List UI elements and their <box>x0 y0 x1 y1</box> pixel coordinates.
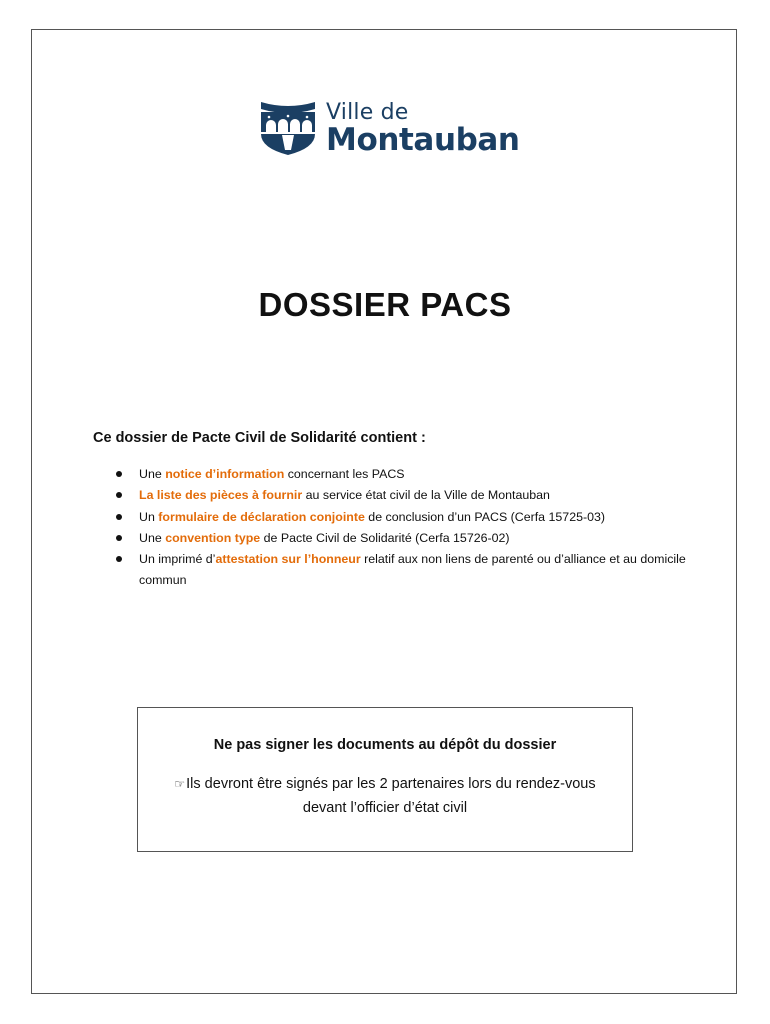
notice-box <box>137 707 633 852</box>
list-item: Une notice d’information concernant les PACS <box>113 464 693 485</box>
notice-text: ☞Ils devront être signés par les 2 partenaires lors du rendez-vous devant l’officier d’état civil <box>174 776 596 816</box>
list-item: Une convention type de Pacte Civil de Solidarité (Cerfa 15726-02) <box>113 528 693 549</box>
page-title: DOSSIER PACS <box>258 286 512 323</box>
contents-intro: Ce dossier de Pacte Civil de Solidarité contient : <box>93 430 426 446</box>
list-item: Un formulaire de déclaration conjointe de conclusion d’un PACS (Cerfa 15725-03) <box>113 507 693 528</box>
notice-title: Ne pas signer les documents au dépôt du dossier <box>213 737 557 753</box>
pointing-hand-icon: ☞ <box>174 777 186 791</box>
logo-line-1: Ville de <box>326 100 409 125</box>
list-item: La liste des pièces à fournir au service état civil de la Ville de Montauban <box>113 485 693 506</box>
list-item: Un imprimé d’attestation sur l’honneur relatif aux non liens de parenté ou d’alliance et au domicile commun <box>113 549 693 592</box>
logo-line-2: Montauban <box>326 122 520 158</box>
montauban-bridge-emblem-icon <box>258 100 318 156</box>
city-logo <box>258 98 518 160</box>
contents-list <box>113 464 693 592</box>
